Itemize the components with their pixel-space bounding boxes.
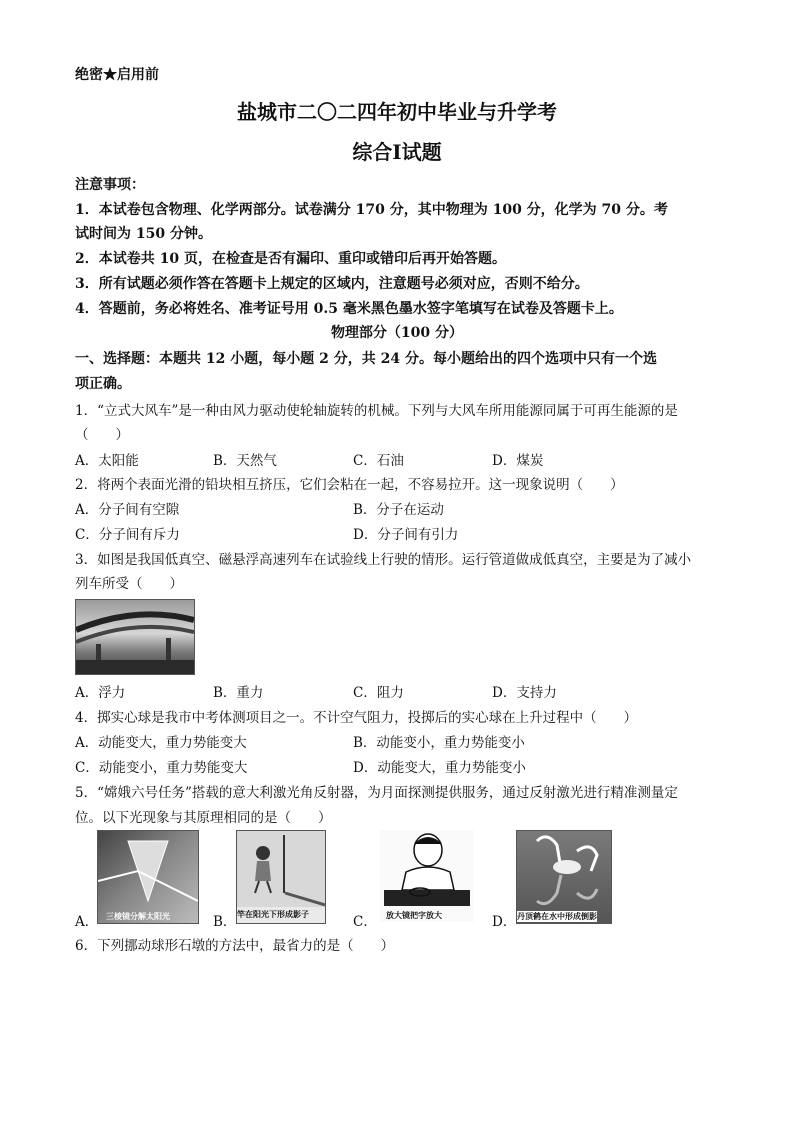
q2-stem: 2．将两个表面光滑的铅块相互挤压，它们会粘在一起，不容易拉开。这一现象说明（ ） bbox=[75, 477, 624, 493]
notice-item-2: 2．本试卷共 10 页，在检查是否有漏印、重印或错印后再开始答题。 bbox=[75, 251, 506, 267]
q5-option-a: A． bbox=[75, 914, 99, 930]
q5-stem-cont: 位。以下光现象与其原理相同的是（ ） bbox=[75, 810, 332, 826]
q3-stem-cont: 列车所受（ ） bbox=[75, 576, 183, 592]
q4-option-c: C．动能变小，重力势能变大 bbox=[75, 760, 248, 776]
boy-magnifier-illustration bbox=[380, 830, 474, 908]
pole-shadow-illustration bbox=[237, 831, 325, 907]
q5-option-c: C． bbox=[353, 914, 377, 930]
notice-item-1: 1．本试卷包含物理、化学两部分。试卷满分 170 分，其中物理为 100 分，化学为 70 分。考 bbox=[75, 202, 668, 218]
q3-option-d: D．支持力 bbox=[492, 685, 557, 701]
shadow-caption: 竿在阳光下形成影子 bbox=[237, 909, 309, 919]
q5-option-b: B． bbox=[213, 914, 237, 930]
crane-reflection-illustration bbox=[517, 831, 611, 909]
q4-stem: 4．掷实心球是我市中考体测项目之一。不计空气阻力，投掷后的实心球在上升过程中（ ） bbox=[75, 710, 638, 726]
q5-option-d: D． bbox=[492, 914, 517, 930]
q3-option-a: A．浮力 bbox=[75, 685, 126, 701]
part1-heading-cont: 项正确。 bbox=[75, 376, 131, 392]
q2-option-c: C．分子间有斥力 bbox=[75, 527, 180, 543]
magnifier-caption: 放大镜把字放大 bbox=[386, 910, 442, 920]
q2-option-a: A．分子间有空隙 bbox=[75, 502, 180, 518]
section-title: 物理部分（100 分） bbox=[330, 325, 464, 341]
maglev-train-photo bbox=[75, 599, 195, 675]
magnifier-image bbox=[380, 830, 474, 922]
prism-caption: 三棱镜分解太阳光 bbox=[106, 911, 170, 921]
notice-item-1-cont: 试时间为 150 分钟。 bbox=[75, 226, 212, 242]
crane-image bbox=[516, 830, 612, 924]
q5-stem: 5．“嫦娥六号任务”搭载的意大利激光角反射器，为月面探测提供服务，通过反射激光进行精准测量定 bbox=[75, 785, 678, 801]
exam-title: 盐城市二〇二四年初中毕业与升学考 bbox=[237, 100, 557, 124]
q6-stem: 6．下列挪动球形石墩的方法中，最省力的是（ ） bbox=[75, 938, 395, 954]
q1-stem-cont: （ ） bbox=[75, 427, 129, 443]
q3-option-c: C．阻力 bbox=[353, 685, 404, 701]
q2-option-d: D．分子间有引力 bbox=[353, 527, 459, 543]
notice-item-4: 4．答题前，务必将姓名、准考证号用 0.5 毫米黑色墨水签字笔填写在试卷及答题卡上。 bbox=[75, 301, 623, 317]
notice-heading: 注意事项： bbox=[75, 177, 145, 193]
exam-subtitle: 综合Ⅰ试题 bbox=[352, 140, 442, 164]
q3-option-b: B．重力 bbox=[213, 685, 264, 701]
q2-option-b: B．分子在运动 bbox=[353, 502, 444, 518]
q1-option-b: B．天然气 bbox=[213, 453, 277, 469]
q4-option-b: B．动能变小，重力势能变小 bbox=[353, 735, 525, 751]
q4-option-a: A．动能变大，重力势能变大 bbox=[75, 735, 247, 751]
q1-stem: 1．“立式大风车”是一种由风力驱动使轮轴旋转的机械。下列与大风车所用能源同属于可再生能源的是 bbox=[75, 403, 678, 419]
q1-option-d: D．煤炭 bbox=[492, 453, 544, 469]
prism-illustration bbox=[98, 831, 198, 911]
q4-option-d: D．动能变大，重力势能变小 bbox=[353, 760, 526, 776]
prism-image bbox=[97, 830, 199, 924]
shadow-image bbox=[236, 830, 326, 924]
crane-caption: 丹顶鹤在水中形成倒影 bbox=[517, 911, 597, 921]
q3-stem: 3．如图是我国低真空、磁悬浮高速列车在试验线上行驶的情形。运行管道做成低真空，主要是为了减小 bbox=[75, 552, 692, 568]
q1-option-a: A．太阳能 bbox=[75, 453, 139, 469]
notice-item-3: 3．所有试题必须作答在答题卡上规定的区域内，注意题号必须对应，否则不给分。 bbox=[75, 276, 589, 292]
part1-heading: 一、选择题：本题共 12 小题，每小题 2 分，共 24 分。每小题给出的四个选项中只有一个选 bbox=[75, 351, 657, 367]
q1-option-c: C．石油 bbox=[353, 453, 404, 469]
confidential-mark: 绝密★启用前 bbox=[75, 67, 159, 83]
maglev-train-illustration bbox=[76, 600, 194, 674]
